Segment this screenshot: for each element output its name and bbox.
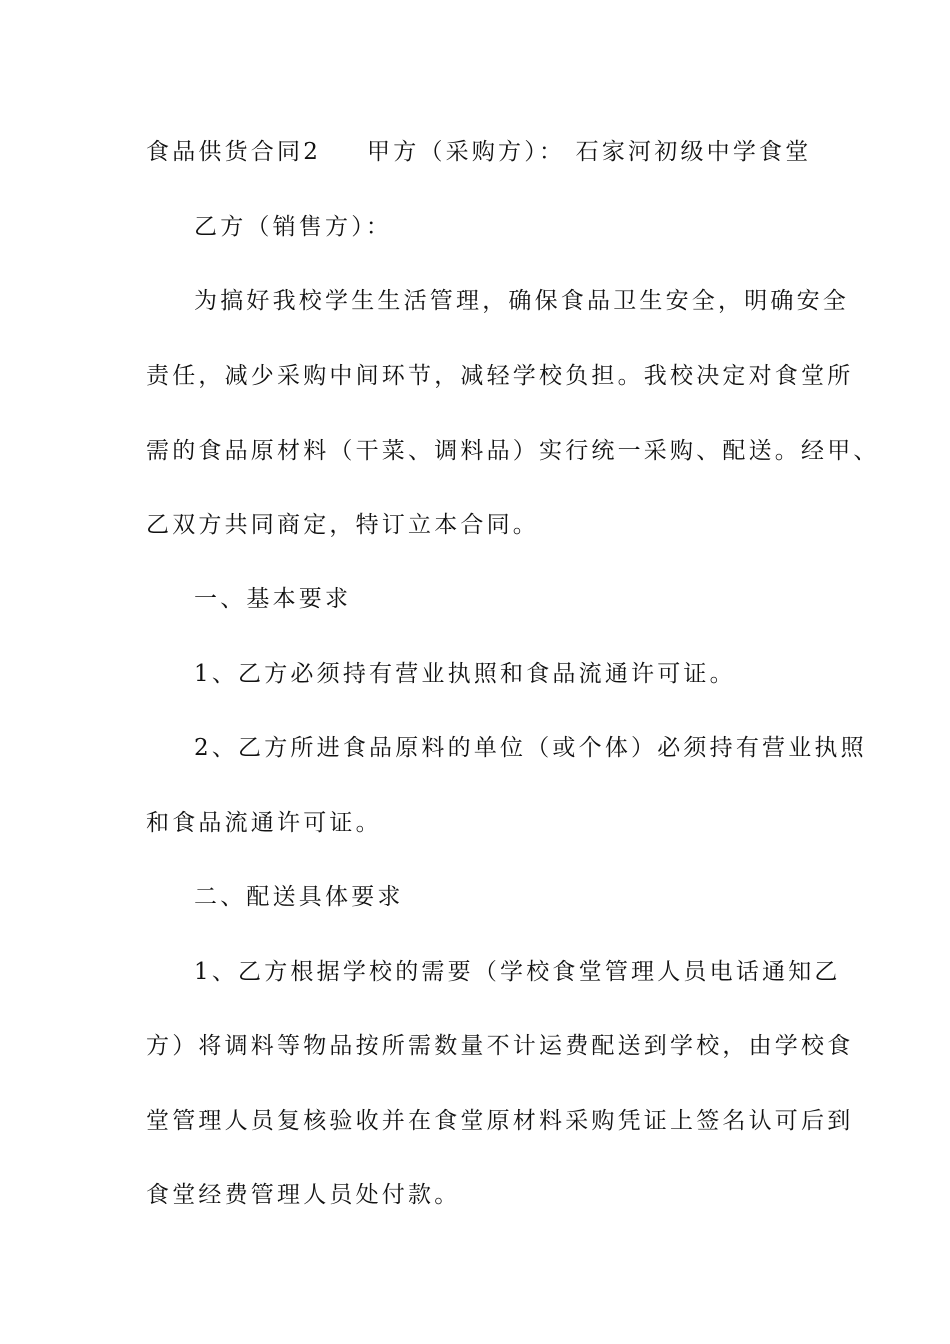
header-line	[146, 137, 811, 167]
section2-item1-line-1: 1、乙方根据学校的需要（学校食堂管理人员电话通知乙	[194, 959, 841, 985]
party-a-line: 甲方（采购方）： 石家河初级中学食堂	[367, 139, 812, 165]
intro-line-1: 为搞好我校学生生活管理，确保食品卫生安全，明确安全	[194, 288, 849, 314]
section1-item2-line-2: 和食品流通许可证。	[146, 810, 382, 836]
party-b-line: 乙方（销售方）：	[194, 214, 393, 240]
document-title: 食品供货合同2	[146, 139, 322, 165]
section1-item2-line-1: 2、乙方所进食品原料的单位（或个体）必须持有营业执照	[194, 735, 867, 761]
intro-line-4: 乙双方共同商定，特订立本合同。	[146, 512, 539, 538]
section2-item1-line-4: 食堂经费管理人员处付款。	[146, 1182, 461, 1208]
intro-line-2: 责任，减少采购中间环节，减轻学校负担。我校决定对食堂所	[146, 363, 854, 389]
intro-line-3: 需的食品原材料（干菜、调料品）实行统一采购、配送。经甲、	[146, 438, 880, 464]
section2-heading: 二、配送具体要求	[194, 884, 404, 910]
section1-item1: 1、乙方必须持有营业执照和食品流通许可证。	[194, 661, 736, 687]
section2-item1-line-3: 堂管理人员复核验收并在食堂原材料采购凭证上签名认可后到	[146, 1108, 854, 1134]
section2-item1-line-2: 方）将调料等物品按所需数量不计运费配送到学校，由学校食	[146, 1033, 854, 1059]
section1-heading: 一、基本要求	[194, 586, 352, 612]
